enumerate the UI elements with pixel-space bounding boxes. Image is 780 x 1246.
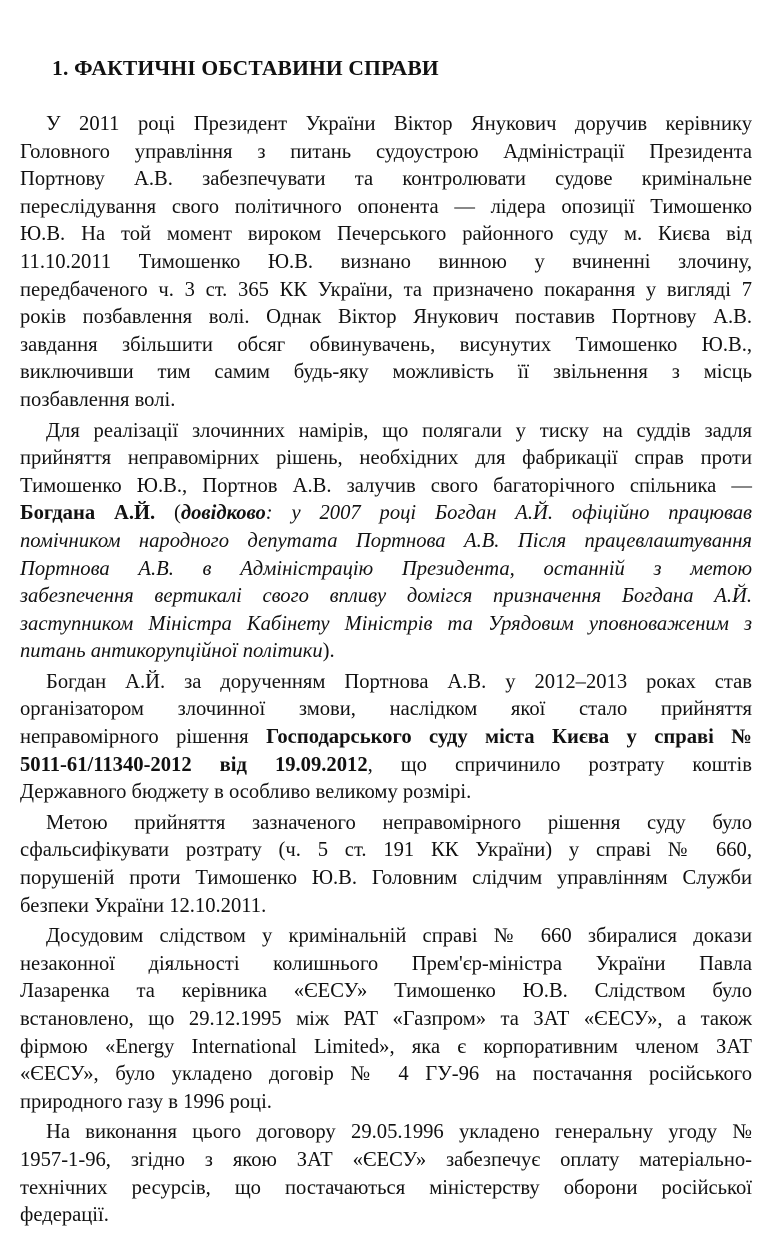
text-line: Досудовим слідством у кримінальній справі № 660 збиралися докази: [46, 925, 752, 948]
plain-text: , що спричинило розтрату коштів: [367, 753, 752, 776]
text-line: [20, 638, 752, 666]
text-line: позбавлення волі.: [20, 388, 176, 411]
text-line: Головного управління з питань судоустрою Адміністрації Президента: [20, 140, 752, 163]
text-line: На виконання цього договору 29.05.1996 укладено генеральну угоду №: [46, 1121, 752, 1144]
text-line: Лазаренка та керівника «ЄЕСУ» Тимошенко Ю.В. Слідством було: [20, 980, 752, 1003]
bold-court-name: Господарського суду міста Києва у справі №: [266, 726, 752, 749]
text-line: завдання збільшити обсяг обвинувачень, висунутих Тимошенко Ю.В.,: [20, 333, 752, 356]
note-text: : у 2007 році Богдан А.Й. офіційно працював: [265, 502, 752, 525]
text-line: сфальсифікувати розтрату (ч. 5 ст. 191 КК України) у справі № 660,: [20, 839, 752, 862]
text-line: передбаченого ч. 3 ст. 365 КК України, та призначено покарання у вигляді 7: [20, 278, 752, 301]
text-line: Державного бюджету в особливо великому розмірі.: [20, 781, 472, 804]
text-line: Богдан А.Й. за дорученням Портнова А.В. у 2012–2013 роках став: [46, 670, 752, 693]
note-label: довідково: [180, 502, 266, 525]
plain-text: неправомірного рішення: [20, 726, 267, 749]
text-line: встановлено, що 29.12.1995 між РАТ «Газпром» та ЗАТ «ЄЕСУ», а також: [20, 1008, 752, 1030]
text-line: забезпечення вертикалі свого впливу домігся призначення Богдана А.Й.: [20, 585, 752, 608]
paragraph-5: [20, 923, 752, 1116]
text-line: федерації.: [20, 1204, 109, 1227]
text-line: порушеній проти Тимошенко Ю.В. Головним слідчим управлінням Служби: [20, 867, 752, 890]
paragraph-6: [20, 1119, 752, 1229]
text-line: безпеки України 12.10.2011.: [20, 894, 267, 917]
text-line: [20, 752, 752, 780]
paragraph-1: [20, 111, 752, 415]
text-line: прийняття неправомірних рішень, необхідних для фабрикації справ проти: [20, 447, 752, 470]
text-line: помічником народного депутата Портнова А.В. Після працевлаштування: [20, 529, 752, 552]
paragraph-3: [20, 669, 752, 807]
open-paren: (: [155, 502, 181, 525]
text-line: незаконної діяльності колишнього Прем'єр-міністра України Павла: [20, 952, 752, 975]
text-line: виключивши тим самим будь-яку можливість її звільнення з місць: [20, 361, 752, 384]
text-line: 11.10.2011 Тимошенко Ю.В. визнано винною у вчиненні злочину,: [20, 250, 752, 273]
text-line: 1957-1-96, згідно з якою ЗАТ «ЄЕСУ» забезпечує оплату матеріально-: [20, 1148, 752, 1171]
text-line: У 2011 році Президент України Віктор Янукович доручив керівнику: [46, 113, 752, 135]
text-line: [20, 724, 752, 752]
paragraph-4: [20, 810, 752, 920]
text-line: технічних ресурсів, що постачаються міністерству оборони російської: [20, 1176, 752, 1199]
text-line: Портнова А.В. в Адміністрацію Президента, останній з метою: [20, 557, 752, 580]
text-line: [20, 500, 752, 528]
text-line: організатором злочинної змови, наслідком якої стало прийняття: [20, 698, 752, 721]
bold-case-number: 5011-61/11340-2012 від 19.09.2012: [20, 753, 368, 776]
text-line: Метою прийняття зазначеного неправомірного рішення суду було: [46, 811, 752, 834]
text-line: переслідування свого політичного опонента — лідера опозиції Тимошенко: [20, 195, 752, 218]
text-line: заступником Міністра Кабінету Міністрів та Урядовим уповноваженим з: [20, 612, 752, 635]
section-heading: 1. ФАКТИЧНІ ОБСТАВИНИ СПРАВИ: [52, 56, 439, 80]
note-text: питань антикорупційної політики: [20, 640, 323, 663]
text-line: «ЄЕСУ», було укладено договір № 4 ГУ-96 на постачання російського: [20, 1063, 752, 1086]
text-line: Ю.В. На той момент вироком Печерського районного суду м. Києва від: [20, 223, 752, 246]
text-line: Для реалізації злочинних намірів, що полягали у тиску на суддів задля: [46, 419, 752, 442]
text-line: Тимошенко Ю.В., Портнов А.В. залучив свого багаторічного спільника —: [20, 474, 752, 497]
paragraph-2: [20, 418, 752, 666]
bold-name: Богдана А.Й.: [20, 502, 156, 525]
text-line: природного газу в 1996 році.: [20, 1090, 272, 1113]
text-line: Портнову А.В. забезпечувати та контролювати судове кримінальне: [20, 168, 752, 191]
close-paren: ).: [322, 640, 335, 663]
text-line: фірмою «Energy International Limited», яка є корпоративним членом ЗАТ: [20, 1035, 752, 1058]
text-line: років позбавлення волі. Однак Віктор Янукович поставив Портнову А.В.: [20, 306, 752, 329]
